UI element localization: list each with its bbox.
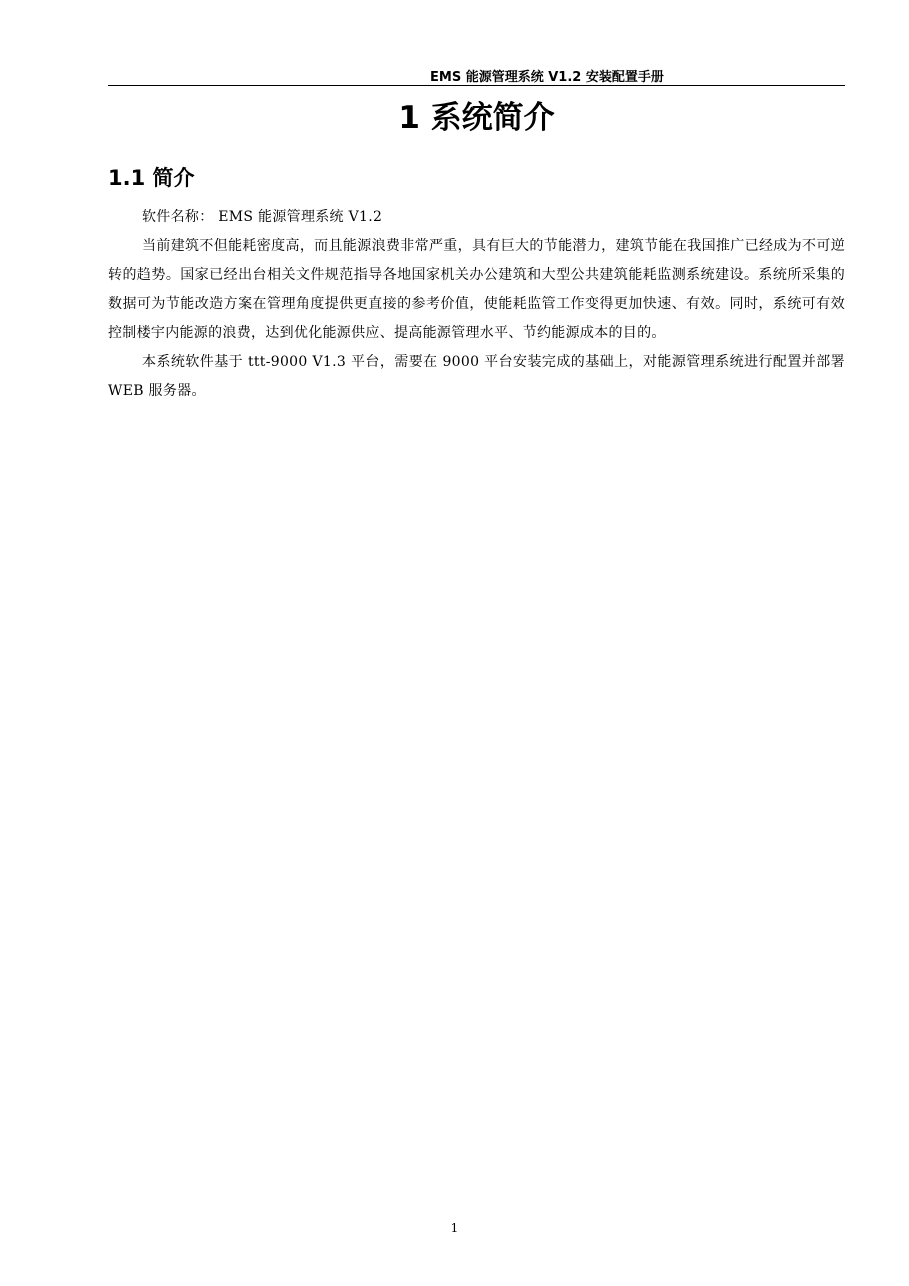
section-body (108, 203, 845, 406)
software-name-paragraph: 软件名称： EMS 能源管理系统 V1.2 (142, 209, 383, 225)
section-title: 1.1 简介 (108, 166, 195, 190)
background-paragraph: 当前建筑不但能耗密度高，而且能源浪费非常严重，具有巨大的节能潜力，建筑节能在我国推广已经成为不可逆转的趋势。国家已经出台相关文件规范指导各地国家机关办公建筑和大型公共建筑能耗监测系统建设。系统所采集的数据可为节能改造方案在管理角度提供更直接的参考价值，使能耗监管工作变得更加快速、有效。同时，系统可有效控制楼宇内能源的浪费，达到优化能源供应、提高能源管理水平、节约能源成本的目的。 (108, 238, 845, 341)
header-rule (108, 85, 845, 86)
page-number: 1 (450, 1221, 459, 1235)
running-header: EMS 能源管理系统 V1.2 安装配置手册 (430, 70, 664, 85)
platform-paragraph: 本系统软件基于 ttt-9000 V1.3 平台，需要在 9000 平台安装完成的基础上，对能源管理系统进行配置并部署 WEB 服务器。 (108, 354, 845, 399)
chapter-title: 1 系统简介 (398, 100, 555, 136)
